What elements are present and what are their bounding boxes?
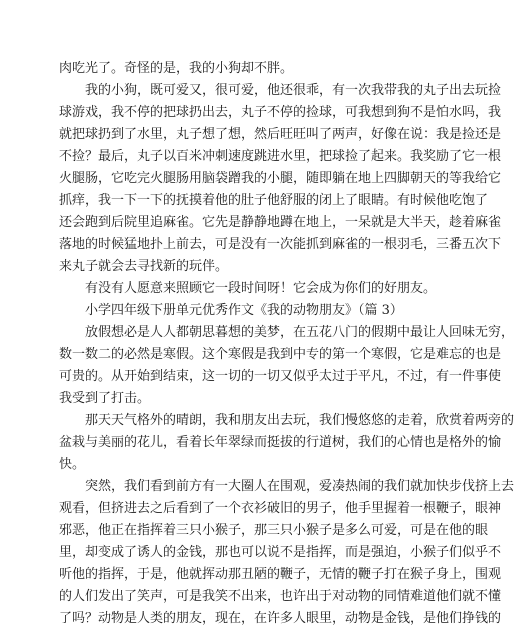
document-body (59, 58, 514, 630)
text-line: 火腿肠，它吃完火腿肠用脑袋蹭我的小腿，随即躺在地上四脚朝天的等我给它 (59, 171, 502, 186)
text-line: 抓痒，我一下一下的抚摸着他的肚子他舒服的闭上了眼睛。有时候他吃饱了 (59, 193, 489, 208)
text-line: 有没有人愿意来照顾它一段时间呀！它会成为你们的好朋友。 (85, 281, 437, 296)
text-line: 那天天气格外的晴朗，我和朋友出去玩，我们慢悠悠的走着，欣赏着两旁的 (85, 413, 514, 428)
paragraph-monkeys (59, 476, 514, 630)
text-line: 就把球扔到了水里，丸子想了想，然后旺旺叫了两声，好像在说：我是捡还是 (59, 127, 502, 142)
text-line: 肉吃光了。奇怪的是，我的小狗却不胖。 (59, 61, 294, 76)
text-line: 快。 (59, 457, 86, 472)
paragraph-puppy (59, 80, 502, 278)
text-line: 还会跑到后院里追麻雀。它先是静静地蹲在地上，一呆就是大半天，趁着麻雀 (59, 215, 502, 230)
text-line: 里，却变成了诱人的金钱，那也可以说不是指挥，而是强迫，小猴子们似乎不 (59, 545, 502, 560)
text-line: 球游戏，我不停的把球扔出去，丸子不停的捡球，可我想到狗不是怕水吗，我 (59, 105, 502, 120)
text-line: 不捡？最后，丸子以百米冲刺速度跳进水里，把球捡了起来。我奖励了它一根 (59, 149, 502, 164)
text-line: 可贵的。从开始到结束，这一切的一切又似乎太过于平凡，不过，有一件事使 (59, 369, 502, 384)
text-line: 观看，但挤进去之后看到了一个衣衫破旧的男子，他手里握着一根鞭子，眼神 (59, 501, 502, 516)
text-line: 我受到了打击。 (59, 391, 151, 406)
text-line: 落地的时候猛地扑上前去，可是没有一次能抓到麻雀的一根羽毛，三番五次下 (59, 237, 502, 252)
paragraph-adoption (59, 278, 459, 300)
text-line: 盆栽与美丽的花儿，看着长年翠绿而挺拔的行道树，我们的心情也是格外的愉 (59, 435, 502, 450)
paragraph-winter-break (59, 322, 514, 410)
text-line: 我的小狗，既可爱又，很可爱，他还很乖，有一次我带我的丸子出去玩捡 (85, 83, 502, 98)
text-line: 听他的指挥，于是，他就挥动那丑陋的鞭子，无情的鞭子打在猴子身上，围观 (59, 567, 502, 582)
text-line: 放假想必是人人都朝思暮想的美梦，在五花八门的假期中最让人回味无穷， (85, 325, 514, 340)
text-line: 了吗？动物是人类的朋友，现在，在许多人眼里，动物是金钱，是他们挣钱的 (59, 611, 502, 626)
essay-title: 小学四年级下册单元优秀作文《我的动物朋友》（篇 3） (85, 303, 403, 318)
paragraph-continuation (59, 58, 459, 80)
text-line: 来丸子就会去寻找新的玩伴。 (59, 259, 229, 274)
text-line: 数一数二的必然是寒假。这个寒假是我到中专的第一个寒假，它是难忘的也是 (59, 347, 502, 362)
text-line: 邪恶，他正在指挥着三只小猴子，那三只小猴子是多么可爱，可是在他的眼 (59, 523, 489, 538)
text-line: 突然，我们看到前方有一大圈人在围观，爱凑热闹的我们就加快步伐挤上去 (85, 479, 514, 494)
essay-heading (59, 300, 459, 322)
paragraph-sunny-day (59, 410, 514, 476)
text-line: 的人们发出了笑声，可是我笑不出来，也许出于对动物的同情难道他们就不懂 (59, 589, 502, 604)
